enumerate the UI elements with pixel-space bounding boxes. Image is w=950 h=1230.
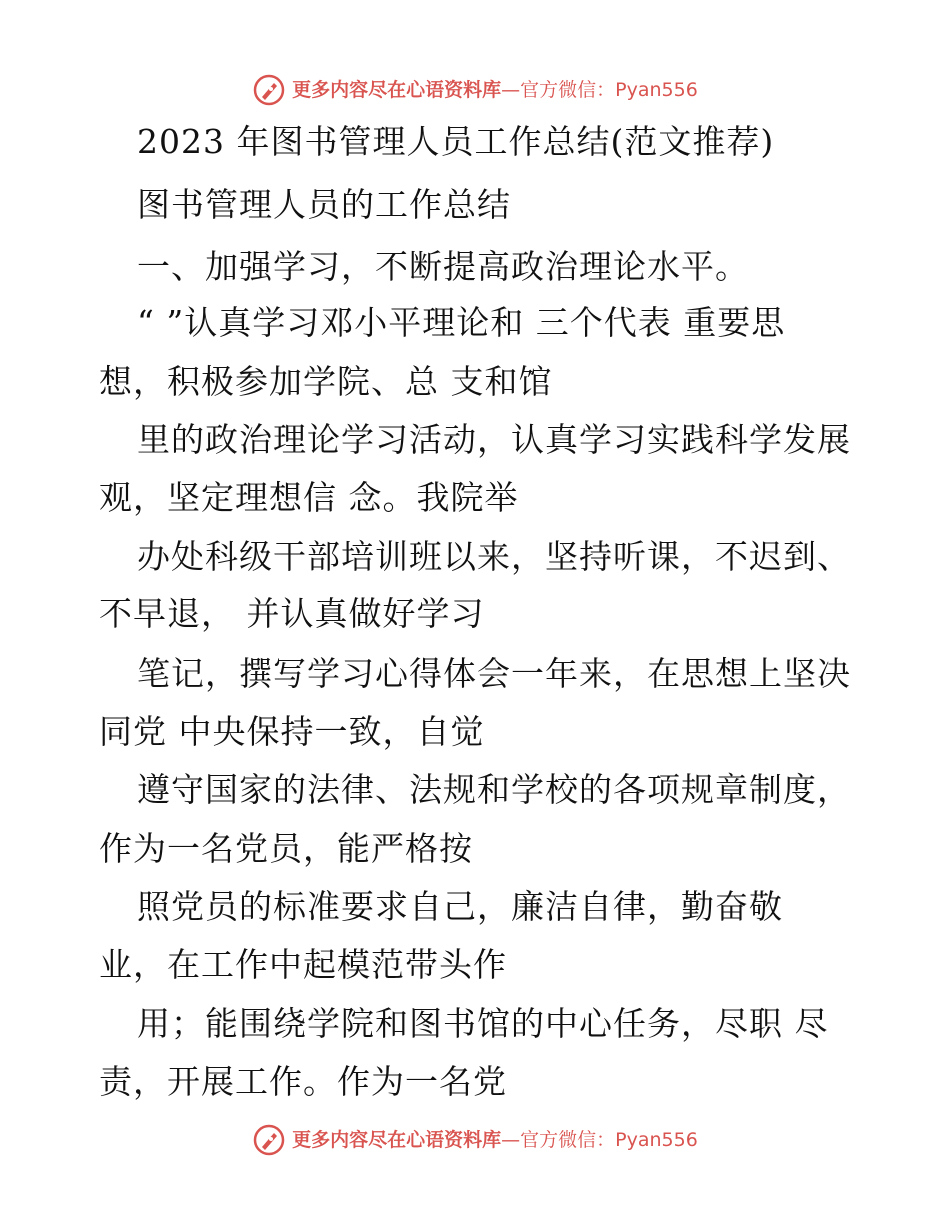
paragraph-line: 作为一名党员，能严格按 [99,829,473,868]
footer-dash: — [501,1129,521,1151]
paragraph-line: 业，在工作中起模范带头作 [99,945,507,984]
pen-nib-circle-icon [252,1123,286,1157]
paragraph-line: 照党员的标准要求自己，廉洁自律，勤奋敬 [137,887,783,926]
paragraph-line: 不早退， 并认真做好学习 [99,594,485,633]
banner-dash: — [501,79,521,101]
paragraph-line: “ ”认真学习邓小平理论和 三个代表 重要思 [137,303,786,342]
document-title: 2023 年图书管理人员工作总结(范文推荐) [137,122,775,161]
header-banner [0,70,950,110]
paragraph-line: 同党 中央保持一致，自觉 [99,712,485,751]
section-heading: 一、加强学习，不断提高政治理论水平。 [137,247,749,286]
footer-banner [0,1120,950,1160]
document-subtitle: 图书管理人员的工作总结 [137,185,511,224]
paragraph-line: 笔记，撰写学习心得体会一年来，在思想上坚决 [137,654,851,693]
footer-wechat-text: 官方微信：Pyan556 [520,1129,698,1151]
pen-nib-circle-icon [252,73,286,107]
paragraph-line: 想，积极参加学院、总 支和馆 [99,362,553,401]
footer-main-text: 更多内容尽在心语资料库 [292,1129,502,1151]
banner-wechat-text: 官方微信：Pyan556 [520,79,698,101]
paragraph-line: 遵守国家的法律、法规和学校的各项规章制度， [137,770,851,809]
paragraph-line: 责，开展工作。作为一名党 [99,1062,507,1101]
banner-main-text: 更多内容尽在心语资料库 [292,79,502,101]
paragraph-line: 观，坚定理想信 念。我院举 [99,478,519,517]
paragraph-line: 办处科级干部培训班以来，坚持听课，不迟到、 [137,537,851,576]
paragraph-line: 里的政治理论学习活动，认真学习实践科学发展 [137,420,851,459]
paragraph-line: 用；能围绕学院和图书馆的中心任务，尽职 尽 [137,1004,829,1043]
